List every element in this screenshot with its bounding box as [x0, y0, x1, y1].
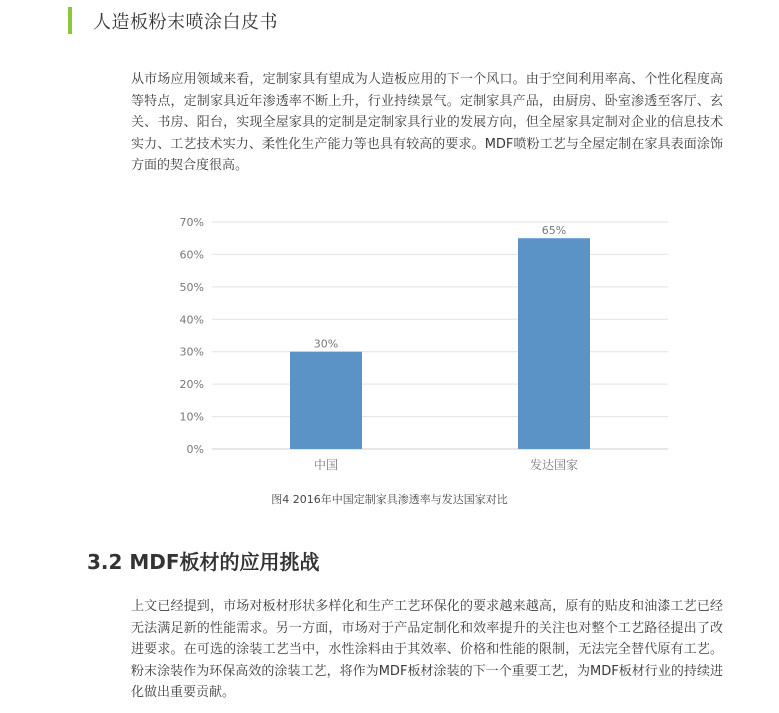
- y-tick-label: 50%: [179, 280, 204, 294]
- x-category-label: 中国: [313, 458, 339, 472]
- bar: [290, 352, 362, 449]
- x-category-label: 发达国家: [529, 458, 579, 472]
- y-tick-label: 20%: [179, 378, 204, 392]
- bar-value-label: 65%: [541, 224, 567, 238]
- bar: [518, 238, 590, 449]
- y-tick-label: 30%: [179, 345, 204, 359]
- section-heading: 3.2 MDF板材的应用挑战: [87, 550, 320, 574]
- figure-caption: 图4 2016年中国定制家具渗透率与发达国家对比: [271, 493, 508, 506]
- y-tick-label: 60%: [179, 248, 204, 262]
- y-tick-label: 0%: [186, 443, 204, 456]
- y-tick-label: 10%: [179, 410, 204, 424]
- page-title: 人造板粉末喷涂白皮书: [93, 12, 278, 33]
- challenge-paragraph: 上文已经提到，市场对板材形状多样化和生产工艺环保化的要求越来越高，原有的贴皮和油漆工艺已经无法满足新的性能需求。另一方面，市场对于产品定制化和效率提升的关注也对整个工艺路径提出了改进要求。在可选的涂装工艺当中，水性涂料由于其效率、价格和性能的限制，无法完全替代原有工艺。粉末涂装作为环保高效的涂装工艺，将作为MDF板材涂装的下一个重要工艺，为MDF板材行业的持续进化做出重要贡献。: [131, 599, 723, 701]
- bar-value-label: 30%: [313, 337, 339, 351]
- y-tick-label: 40%: [179, 313, 204, 327]
- intro-paragraph: 从市场应用领域来看，定制家具有望成为人造板应用的下一个风口。由于空间利用率高、个性化程度高等特点，定制家具近年渗透率不断上升，行业持续景气。定制家具产品，由厨房、卧室渗透至客厅、玄关、书房、阳台，实现全屋家具的定制是定制家具行业的发展方向，但全屋家具定制对企业的信息技术实力、工艺技术实力、柔性化生产能力等也具有较高的要求。MDF喷粉工艺与全屋定制在家具表面涂饰方面的契合度很高。: [131, 72, 723, 174]
- y-tick-label: 70%: [179, 216, 204, 229]
